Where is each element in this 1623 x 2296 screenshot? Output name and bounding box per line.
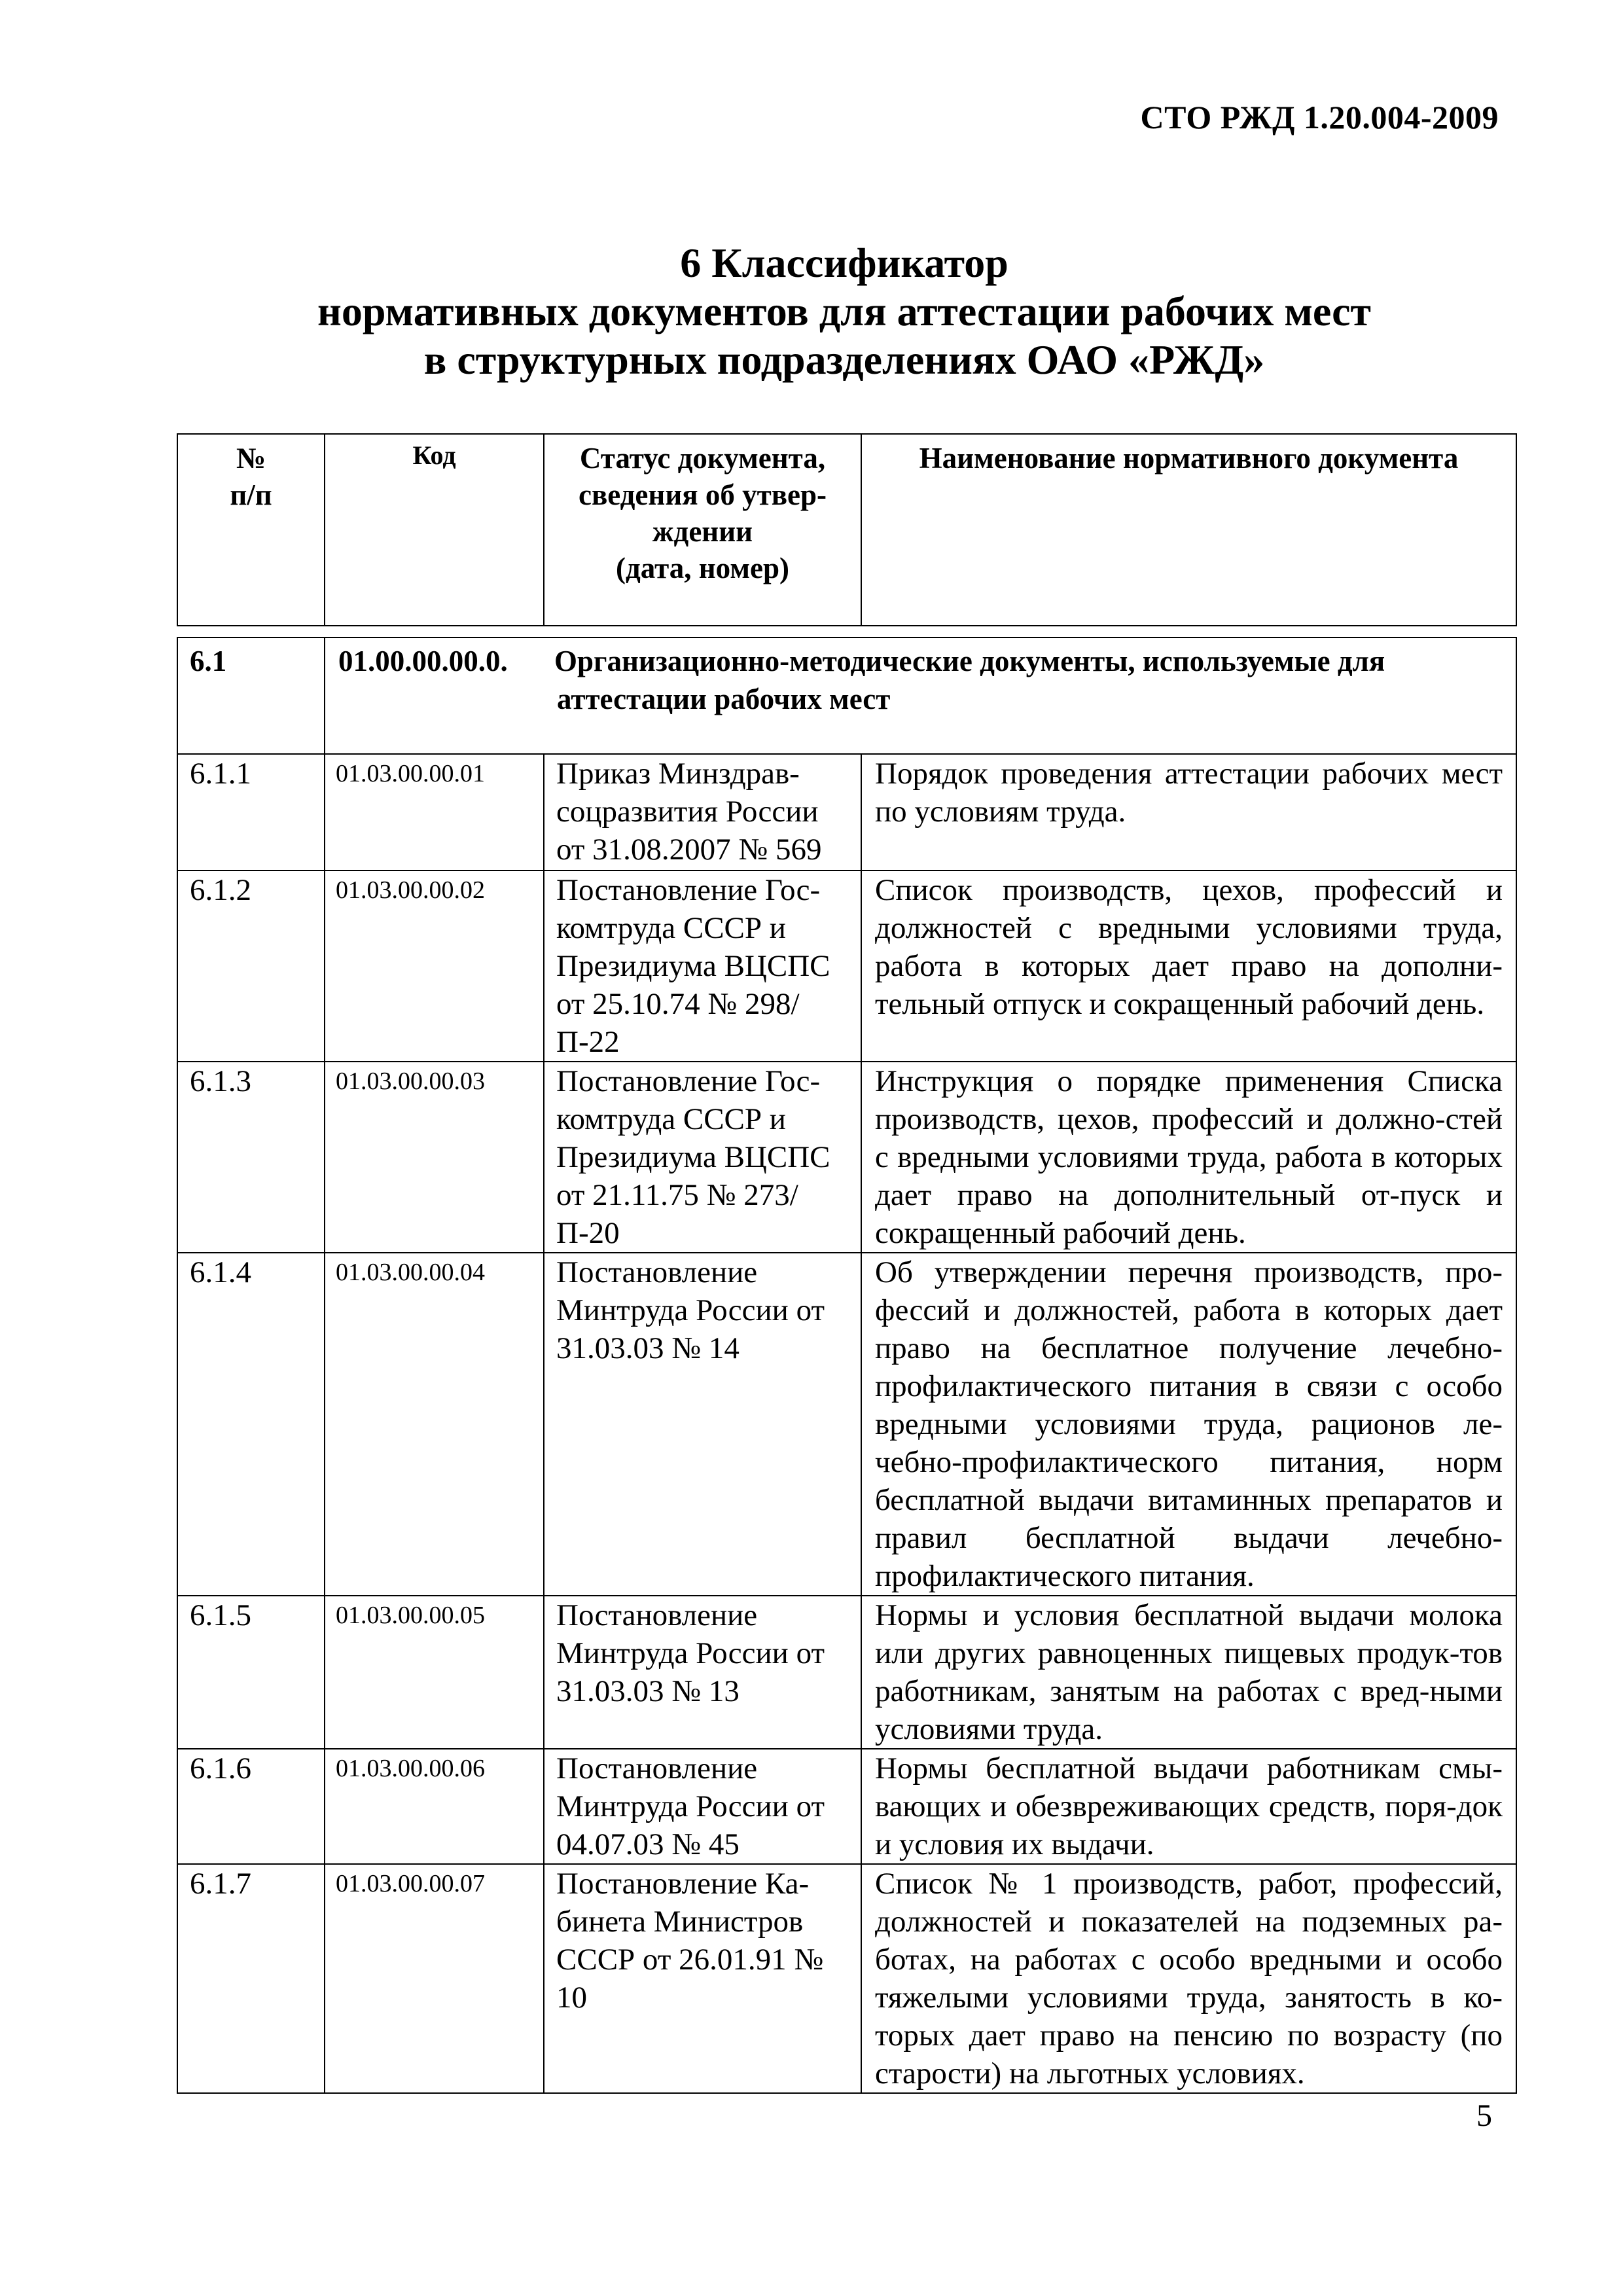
row-code: 01.03.00.00.02 xyxy=(325,870,544,1062)
row-document-name: Список производств, цехов, профессий и должностей с вредными условиями труда, работа в которых дает право на дополни-тельный отпуск и сокращенный рабочий день. xyxy=(861,870,1516,1062)
row-document-name: Нормы и условия бесплатной выдачи молока или других равноценных пищевых продук-тов работникам, занятым на работах с вред-ными условиями труда. xyxy=(861,1596,1516,1749)
table-row xyxy=(177,1062,1516,1253)
table-row xyxy=(177,1864,1516,2093)
table-row xyxy=(177,1596,1516,1749)
row-code: 01.03.00.00.03 xyxy=(325,1062,544,1253)
row-number: 6.1.2 xyxy=(177,870,325,1062)
page-title xyxy=(177,239,1512,384)
row-number: 6.1.1 xyxy=(177,754,325,870)
row-code: 01.03.00.00.07 xyxy=(325,1864,544,2093)
table-row xyxy=(177,1253,1516,1596)
row-status: Постановление Ка-бинета Министров СССР от 26.01.91 № 10 xyxy=(544,1864,861,2093)
row-number: 6.1.7 xyxy=(177,1864,325,2093)
row-number: 6.1.5 xyxy=(177,1596,325,1749)
page-number: 5 xyxy=(1476,2098,1492,2133)
row-code: 01.03.00.00.05 xyxy=(325,1596,544,1749)
row-status: Постановление Гос-комтруда СССР и Президиума ВЦСПС от 25.10.74 № 298/П-22 xyxy=(544,870,861,1062)
row-number: 6.1.3 xyxy=(177,1062,325,1253)
row-status: Постановление Гос-комтруда СССР и Президиума ВЦСПС от 21.11.75 № 273/П-20 xyxy=(544,1062,861,1253)
title-line-2: нормативных документов для аттестации рабочих мест xyxy=(317,288,1371,334)
row-document-name: Порядок проведения аттестации рабочих мест по условиям труда. xyxy=(861,754,1516,870)
table-row xyxy=(177,1749,1516,1864)
row-code: 01.03.00.00.04 xyxy=(325,1253,544,1596)
section-title-line-2: аттестации рабочих мест xyxy=(557,683,891,715)
row-status: Приказ Минздрав-соцразвития России от 31.08.2007 № 569 xyxy=(544,754,861,870)
row-status: Постановление Минтруда России от 31.03.03 № 14 xyxy=(544,1253,861,1596)
column-header-name: Наименование нормативного документа xyxy=(861,434,1516,626)
document-code: СТО РЖД 1.20.004-2009 xyxy=(1140,99,1499,135)
classifier-table xyxy=(177,637,1517,2094)
row-document-name: Нормы бесплатной выдачи работникам смы-вающих и обезвреживающих средств, поря-док и условия их выдачи. xyxy=(861,1749,1516,1864)
table-header xyxy=(177,433,1517,626)
row-code: 01.03.00.00.01 xyxy=(325,754,544,870)
row-status: Постановление Минтруда России от 31.03.03 № 13 xyxy=(544,1596,861,1749)
row-code: 01.03.00.00.06 xyxy=(325,1749,544,1864)
section-title xyxy=(325,637,1516,754)
row-number: 6.1.6 xyxy=(177,1749,325,1864)
row-document-name: Инструкция о порядке применения Списка производств, цехов, профессий и должно-стей с вредными условиями труда, работа в которых дает право на дополнительный от-пуск и сокращенный рабочий день. xyxy=(861,1062,1516,1253)
title-line-3: в структурных подразделениях ОАО «РЖД» xyxy=(423,336,1265,383)
row-document-name: Об утверждении перечня производств, про-фессий и должностей, работа в которых дает право на бесплатное получение лечебно-профилактического питания в связи с особо вредными условиями труда, рационов ле-чебно-профилактического питания, норм бесплатной выдачи витаминных препаратов и правил бесплатной выдачи лечебно-профилактического питания. xyxy=(861,1253,1516,1596)
section-code: 01.00.00.00.0. xyxy=(338,645,508,677)
row-number: 6.1.4 xyxy=(177,1253,325,1596)
section-title-line-1: Организационно-методические документы, используемые для xyxy=(554,645,1385,677)
column-header-status: Статус документа, сведения об утвер- ждении (дата, номер) xyxy=(544,434,861,626)
title-line-1: 6 Классификатор xyxy=(680,240,1008,286)
row-document-name: Список № 1 производств, работ, профессий, должностей и показателей на подземных ра-ботах, на работах с особо вредными и особо тяжелыми условиями труда, занятость в ко-торых дает право на пенсию по возрасту (по старости) на льготных условиях. xyxy=(861,1864,1516,2093)
section-row xyxy=(177,637,1516,754)
section-number: 6.1 xyxy=(177,637,325,754)
table-row xyxy=(177,870,1516,1062)
table-row xyxy=(177,754,1516,870)
column-header-code: Код xyxy=(325,434,544,626)
row-status: Постановление Минтруда России от 04.07.03 № 45 xyxy=(544,1749,861,1864)
column-header-number: № п/п xyxy=(177,434,325,626)
